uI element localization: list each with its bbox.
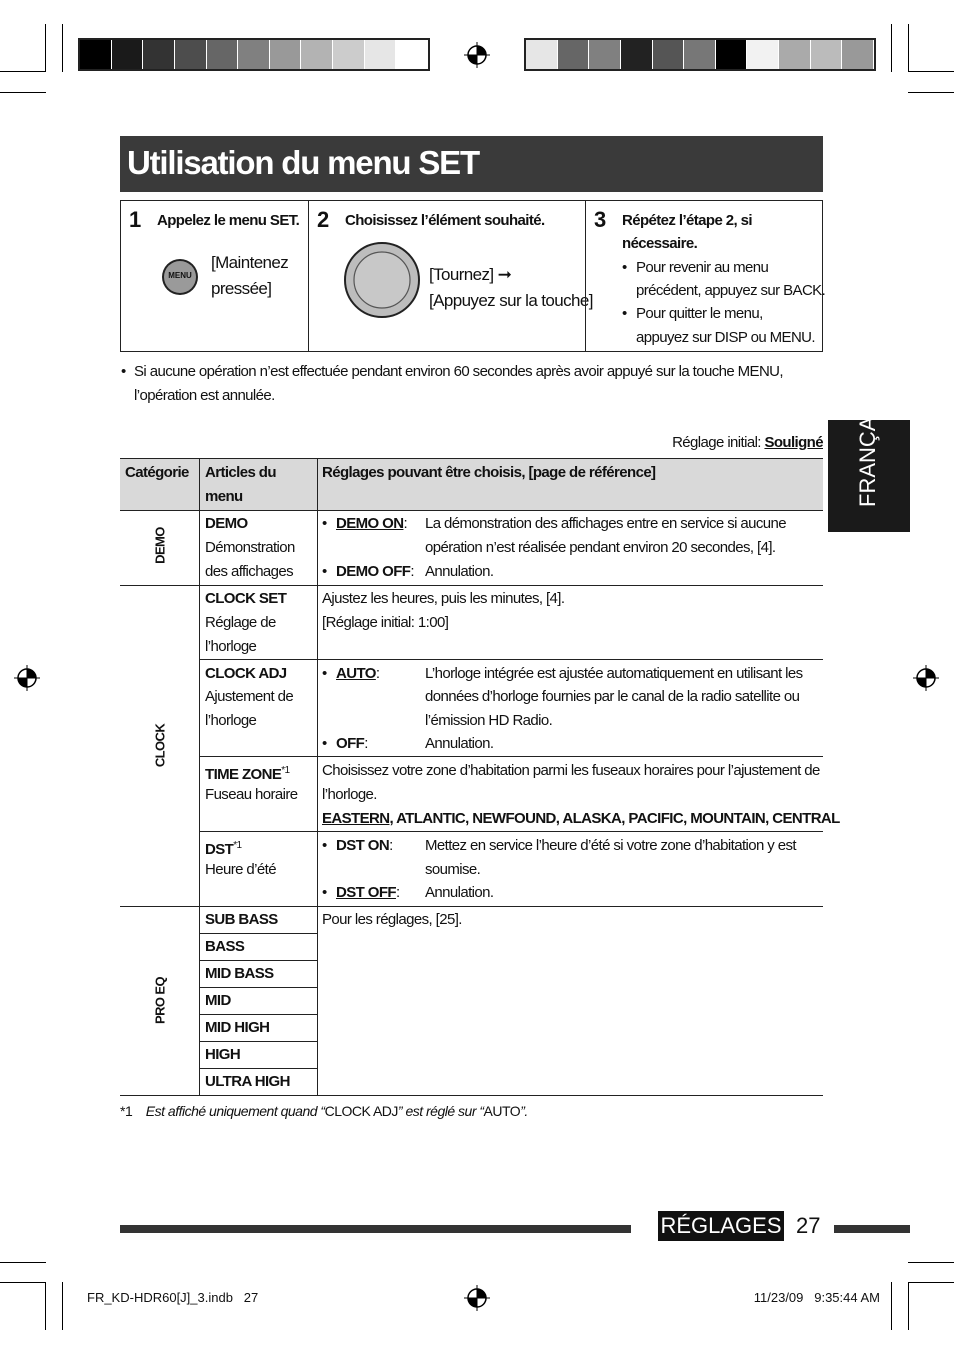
option-desc: soumise. xyxy=(425,861,481,878)
menu-item-desc: l’horloge xyxy=(205,638,257,655)
menu-item: ULTRA HIGH xyxy=(205,1073,290,1090)
rule xyxy=(120,585,823,586)
step-title: Répétez l’étape 2, si xyxy=(622,212,752,229)
bullet-text: Pour quitter le menu, xyxy=(636,305,763,322)
rule xyxy=(317,458,318,1095)
option: DST OFF: xyxy=(336,884,400,901)
control-dial-icon xyxy=(343,241,421,319)
rule xyxy=(200,756,823,757)
menu-item: MID HIGH xyxy=(205,1019,270,1036)
step-number: 3 xyxy=(594,207,607,232)
setting-text: Pour les réglages, [25]. xyxy=(322,911,462,928)
menu-table xyxy=(120,458,840,1098)
bullet-text: Pour revenir au menu xyxy=(636,259,769,276)
setting-text: Ajustez les heures, puis les minutes, [4]. xyxy=(322,590,565,607)
option-desc: Mettez en service l’heure d’été si votre zone d’habitation y est xyxy=(425,837,796,854)
crop-mark xyxy=(45,1282,46,1330)
crop-mark xyxy=(891,1282,892,1330)
option-bullet: • xyxy=(322,563,327,580)
step-1 xyxy=(121,201,308,351)
bullet-text: appuyez sur DISP ou MENU. xyxy=(636,329,815,346)
registration-mark-icon xyxy=(14,665,40,691)
step-body-line: [Maintenez xyxy=(211,253,289,272)
header-settings: Réglages pouvant être choisis, [page de référence] xyxy=(322,464,656,481)
menu-item-desc: l’horloge xyxy=(205,712,257,729)
steps-box xyxy=(120,200,826,352)
footnote: *1 Est affiché uniquement quand “CLOCK ADJ” est réglé sur “AUTO”. xyxy=(120,1103,528,1119)
crop-mark xyxy=(908,1282,954,1283)
step-3 xyxy=(585,201,826,351)
color-calibration-bar-left xyxy=(78,38,430,71)
step-body-line: [Appuyez sur la touche] xyxy=(429,291,593,310)
rule xyxy=(200,987,317,988)
rule xyxy=(120,1095,823,1096)
timezone-options: EASTERN, ATLANTIC, NEWFOUND, ALASKA, PACIFIC, MOUNTAIN, CENTRAL xyxy=(322,810,840,827)
header-items: Articles du xyxy=(205,464,276,481)
crop-mark xyxy=(0,92,46,93)
rule xyxy=(200,831,823,832)
menu-item: MID xyxy=(205,992,231,1009)
rule xyxy=(200,659,823,660)
option: AUTO: xyxy=(336,665,380,682)
registration-mark-icon xyxy=(464,42,490,68)
menu-item: DEMO xyxy=(205,515,248,532)
option: DST ON: xyxy=(336,837,393,854)
crop-mark xyxy=(0,1262,46,1263)
option-desc: La démonstration des affichages entre en service si aucune xyxy=(425,515,787,532)
category-label: DEMO xyxy=(152,527,168,564)
section-label: RÉGLAGES xyxy=(660,1213,782,1238)
language-tab-label: FRANÇAIS xyxy=(855,395,880,507)
menu-item: DST$^{*1}$ xyxy=(205,840,242,858)
crop-mark xyxy=(908,24,909,72)
footnote-mark: *1 xyxy=(120,1103,133,1119)
rule xyxy=(200,1041,317,1042)
crop-mark xyxy=(0,71,46,72)
crop-mark xyxy=(62,24,63,72)
rule xyxy=(200,1014,317,1015)
step-number: 2 xyxy=(317,207,330,232)
setting-text: Choisissez votre zone d’habitation parmi les fuseaux horaires pour l’ajustement de xyxy=(322,762,820,779)
menu-item: TIME ZONE$^{*1}$ xyxy=(205,765,290,783)
category-label: CLOCK xyxy=(152,723,168,768)
menu-button-label: MENU xyxy=(168,271,192,280)
option-desc: l’émission HD Radio. xyxy=(425,712,553,729)
menu-item-desc: Réglage de xyxy=(205,614,276,631)
option: DEMO ON: xyxy=(336,515,408,532)
menu-item-desc: Ajustement de xyxy=(205,688,294,705)
color-calibration-bar-right xyxy=(524,38,876,71)
page-number: 27 xyxy=(796,1213,821,1238)
crop-mark xyxy=(908,71,954,72)
menu-item: HIGH xyxy=(205,1046,241,1063)
page-title: Utilisation du menu SET xyxy=(127,144,479,181)
step-number: 1 xyxy=(129,207,142,232)
step-2 xyxy=(308,201,593,351)
crop-mark xyxy=(0,1282,46,1283)
option-desc: L’horloge intégrée est ajustée automatiquement en utilisant les xyxy=(425,665,803,682)
header-category: Catégorie xyxy=(125,464,189,481)
category-label: PRO EQ xyxy=(152,977,168,1024)
rule xyxy=(200,1068,317,1069)
step-body-line: [Tournez] ➞ xyxy=(429,265,512,284)
footer-rule xyxy=(120,1225,631,1233)
menu-item: BASS xyxy=(205,938,245,955)
rule xyxy=(120,458,823,459)
crop-mark xyxy=(908,1262,954,1263)
arrow-right-icon: ➞ xyxy=(497,265,512,284)
crop-mark xyxy=(62,1282,63,1330)
registration-mark-icon xyxy=(913,665,939,691)
registration-mark-icon xyxy=(464,1285,490,1311)
option-bullet: • xyxy=(322,665,327,682)
option-bullet: • xyxy=(322,837,327,854)
option-desc: Annulation. xyxy=(425,884,494,901)
crop-mark xyxy=(908,1282,909,1330)
note-text: l’opération est annulée. xyxy=(134,387,275,404)
option-bullet: • xyxy=(322,735,327,752)
menu-item-desc: des affichages xyxy=(205,563,294,580)
menu-item: MID BASS xyxy=(205,965,274,982)
crop-mark xyxy=(45,24,46,72)
note-bullet: • xyxy=(121,363,126,380)
note-text: Si aucune opération n’est effectuée pendant environ 60 secondes après avoir appuyé sur la touche MENU, xyxy=(134,363,783,380)
bullet: • xyxy=(622,259,627,276)
bullet-text: précédent, appuyez sur BACK. xyxy=(636,282,826,299)
step-body-line: pressée] xyxy=(211,279,272,298)
menu-item: CLOCK ADJ xyxy=(205,665,287,682)
crop-mark xyxy=(891,24,892,72)
initial-setting-legend: Réglage initial: Souligné xyxy=(672,434,823,451)
menu-item-desc: Démonstration xyxy=(205,539,295,556)
rule xyxy=(200,933,317,934)
option-desc: données d’horloge fournies par le canal de la radio satellite ou xyxy=(425,688,800,705)
menu-item-desc: Heure d’été xyxy=(205,861,276,878)
option-desc: opération n’est réalisée pendant environ 20 secondes, [4]. xyxy=(425,539,776,556)
option-desc: Annulation. xyxy=(425,563,494,580)
menu-item: SUB BASS xyxy=(205,911,278,928)
rule xyxy=(120,906,823,907)
option-desc: Annulation. xyxy=(425,735,494,752)
menu-item-desc: Fuseau horaire xyxy=(205,786,298,803)
crop-mark xyxy=(908,92,954,93)
option: DEMO OFF: xyxy=(336,563,414,580)
setting-text: l’horloge. xyxy=(322,786,377,803)
rule xyxy=(199,458,200,1095)
print-slug-datetime: 11/23/09 9:35:44 AM xyxy=(753,1290,880,1305)
menu-item: CLOCK SET xyxy=(205,590,287,607)
footer-rule xyxy=(834,1225,910,1233)
step-title: Appelez le menu SET. xyxy=(157,212,300,229)
option-bullet: • xyxy=(322,884,327,901)
rule xyxy=(120,510,823,511)
option: OFF: xyxy=(336,735,368,752)
step-title: Choisissez l’élément souhaité. xyxy=(345,212,545,229)
bullet: • xyxy=(622,305,627,322)
option-bullet: • xyxy=(322,515,327,532)
step-title: nécessaire. xyxy=(622,235,698,252)
rule xyxy=(200,960,317,961)
setting-text: [Réglage initial: 1:00] xyxy=(322,614,449,631)
print-slug-file: FR_KD-HDR60[J]_3.indb 27 xyxy=(87,1290,259,1305)
header-items: menu xyxy=(205,488,243,505)
